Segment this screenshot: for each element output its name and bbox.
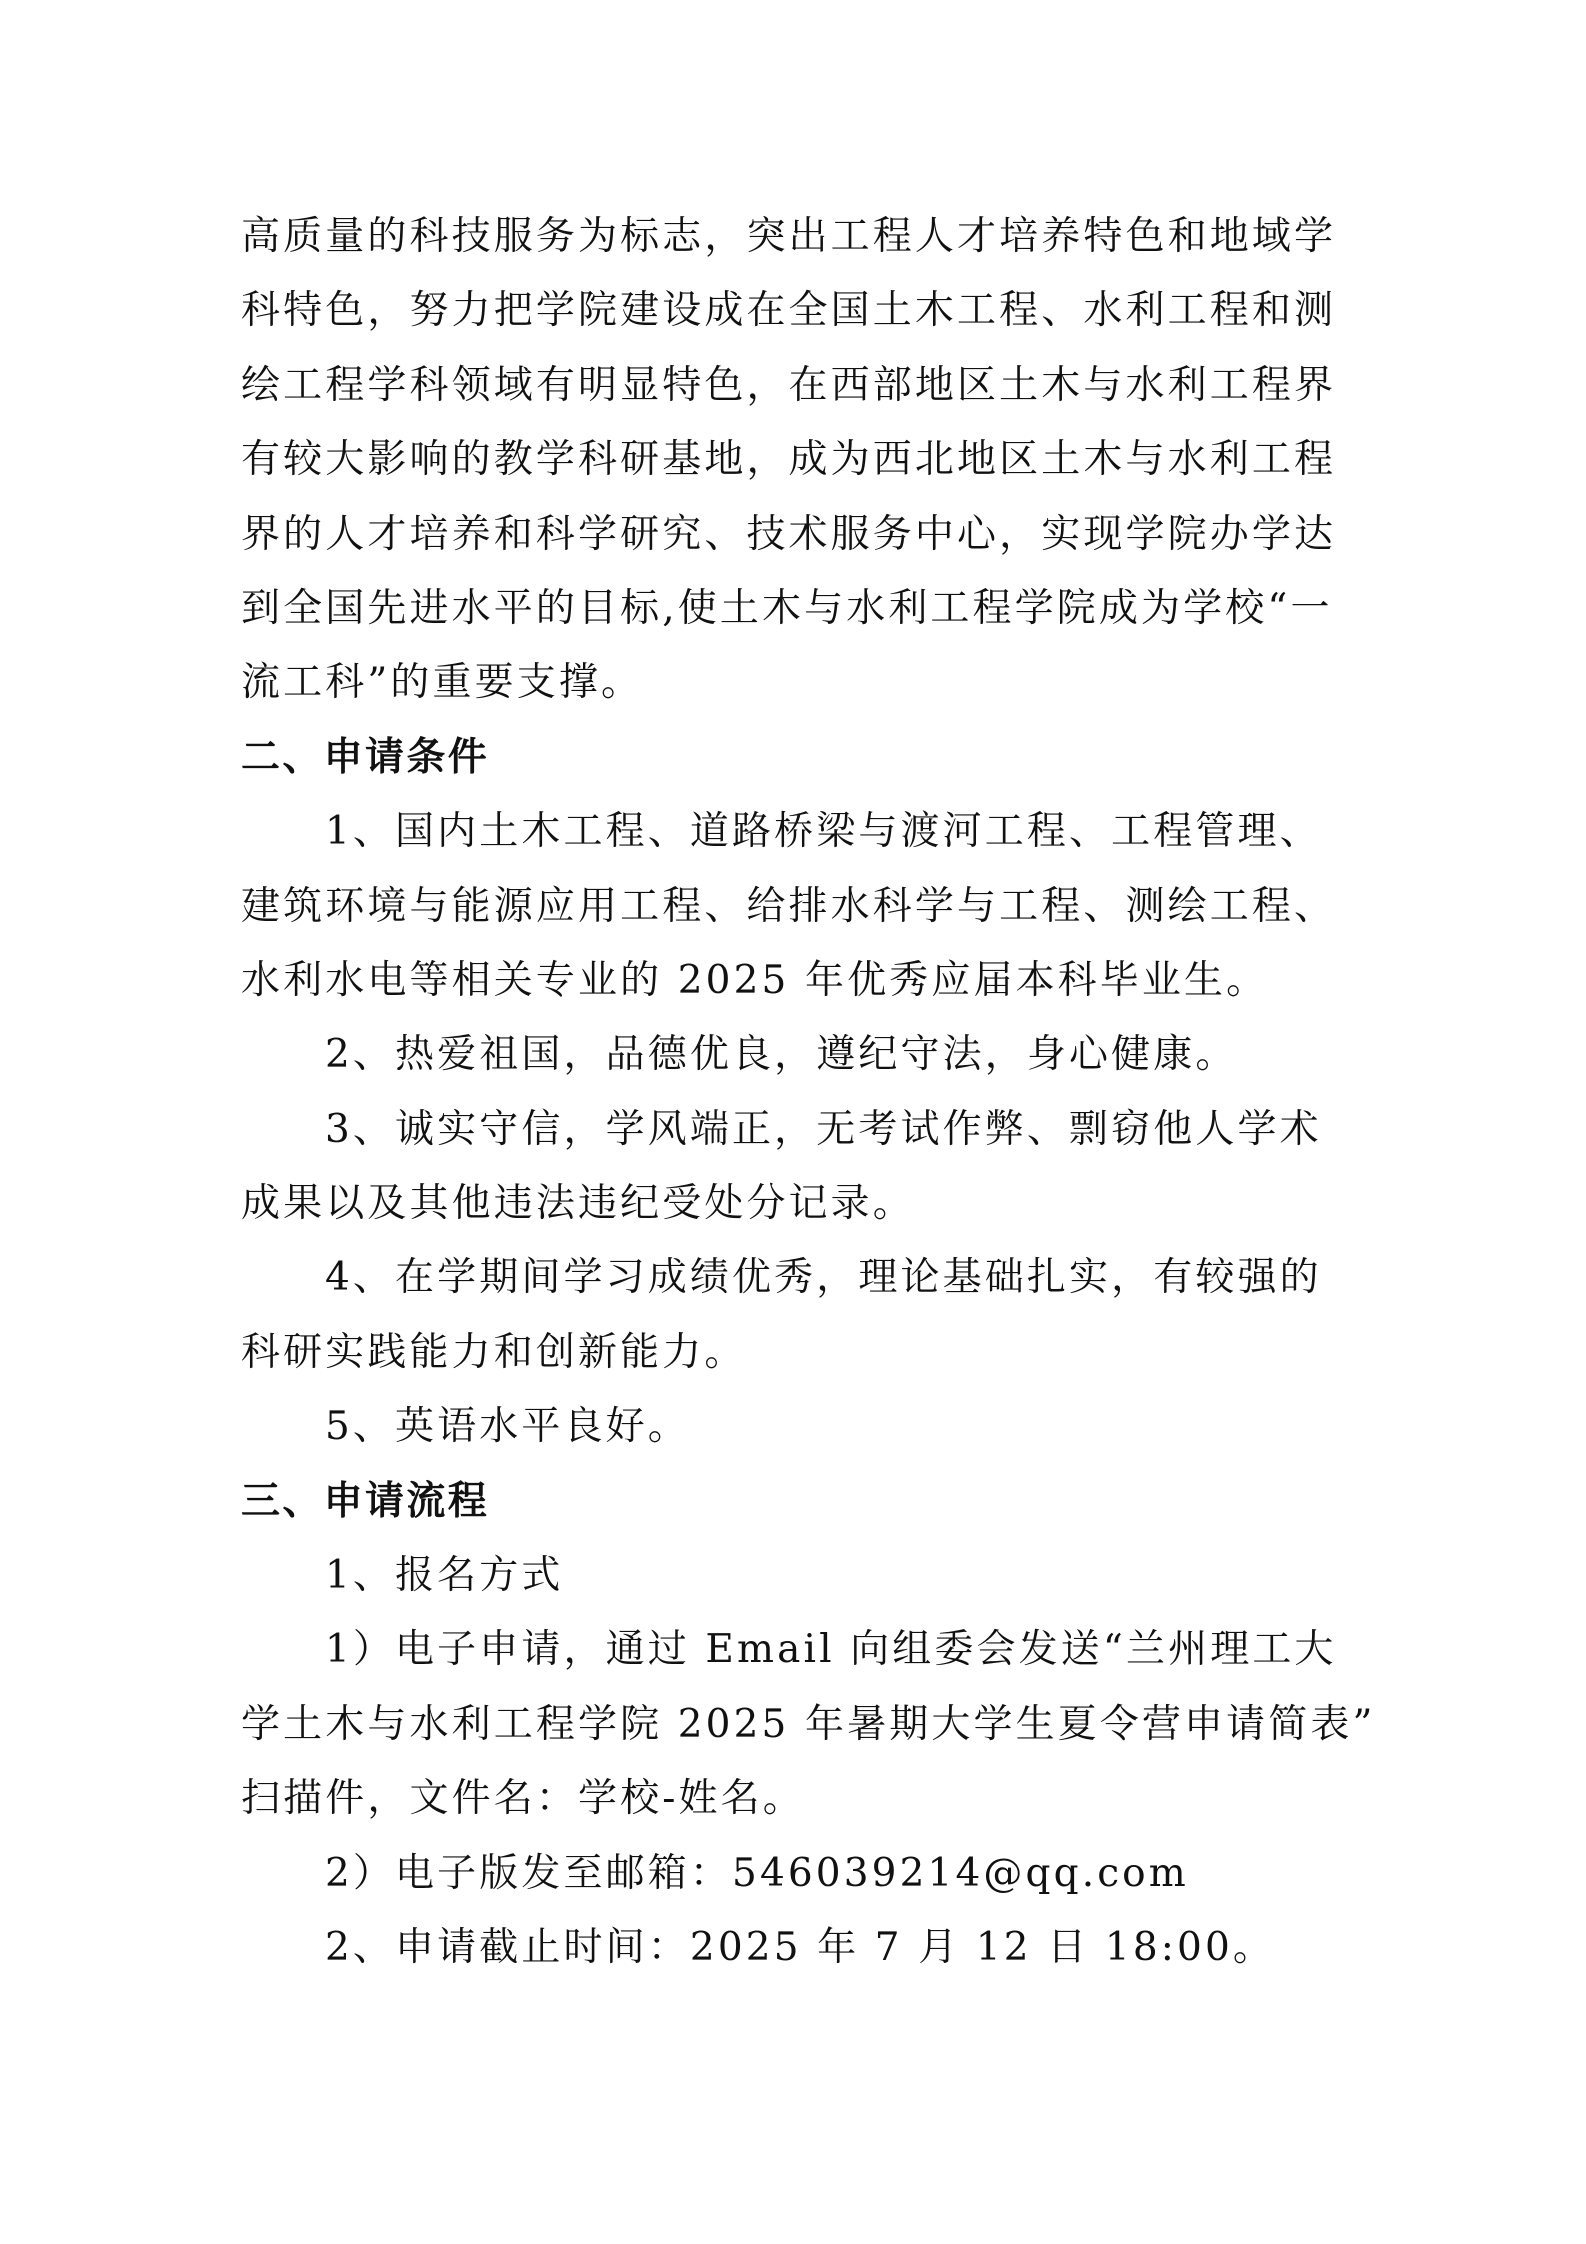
paragraph-line: 有较大影响的教学科研基地，成为西北地区土木与水利工程 (241, 437, 1337, 483)
paragraph-line: 科特色，努力把学院建设成在全国土木工程、水利工程和测 (241, 288, 1337, 334)
intro-paragraph (241, 200, 1341, 721)
condition-item-1 (241, 795, 1341, 1018)
paragraph-line: 2、热爱祖国，品德优良，遵纪守法，身心健康。 (325, 1032, 1238, 1078)
subheading-registration-method: 1、报名方式 (325, 1553, 564, 1599)
paragraph-line: 科研实践能力和创新能力。 (241, 1329, 747, 1375)
paragraph-line: 3、诚实守信，学风端正，无考试作弊、剽窃他人学术 (325, 1106, 1322, 1152)
paragraph-line: 成果以及其他违法违纪受处分记录。 (241, 1181, 915, 1227)
registration-electronic-application (241, 1613, 1376, 1836)
application-deadline-line: 2、申请截止时间：2025 年 7 月 12 日 18:00。 (325, 1924, 1275, 1970)
paragraph-line: 1）电子申请，通过 Email 向组委会发送“兰州理工大 (325, 1627, 1337, 1673)
paragraph-line: 到全国先进水平的目标,使土木与水利工程学院成为学校“一 (241, 585, 1333, 631)
section-heading-application-conditions: 二、申请条件 (241, 734, 490, 780)
paragraph-line: 界的人才培养和科学研究、技术服务中心，实现学院办学达 (241, 511, 1337, 557)
document-body (241, 200, 1376, 1985)
registration-email-line: 2）电子版发至邮箱：546039214@qq.com (325, 1850, 1189, 1896)
paragraph-line: 1、国内土木工程、道路桥梁与渡河工程、工程管理、 (325, 809, 1322, 855)
paragraph-line: 流工科”的重要支撑。 (241, 660, 644, 706)
condition-item-5 (241, 1390, 1341, 1464)
paragraph-line: 绘工程学科领域有明显特色，在西部地区土木与水利工程界 (241, 362, 1337, 408)
paragraph-line: 建筑环境与能源应用工程、给排水科学与工程、测绘工程、 (241, 883, 1337, 929)
condition-item-4 (241, 1241, 1341, 1390)
paragraph-line: 4、在学期间学习成绩优秀，理论基础扎实，有较强的 (325, 1255, 1322, 1301)
condition-item-3 (241, 1093, 1341, 1242)
paragraph-line: 高质量的科技服务为标志，突出工程人才培养特色和地域学 (241, 214, 1337, 259)
paragraph-line: 水利水电等相关专业的 2025 年优秀应届本科毕业生。 (241, 957, 1269, 1003)
paragraph-line: 学土木与水利工程学院 2025 年暑期大学生夏令营申请简表” (241, 1701, 1376, 1747)
condition-item-2 (241, 1018, 1341, 1092)
paragraph-line: 5、英语水平良好。 (325, 1404, 690, 1450)
paragraph-line: 扫描件，文件名：学校-姓名。 (241, 1776, 805, 1822)
section-heading-application-process: 三、申请流程 (241, 1478, 490, 1524)
